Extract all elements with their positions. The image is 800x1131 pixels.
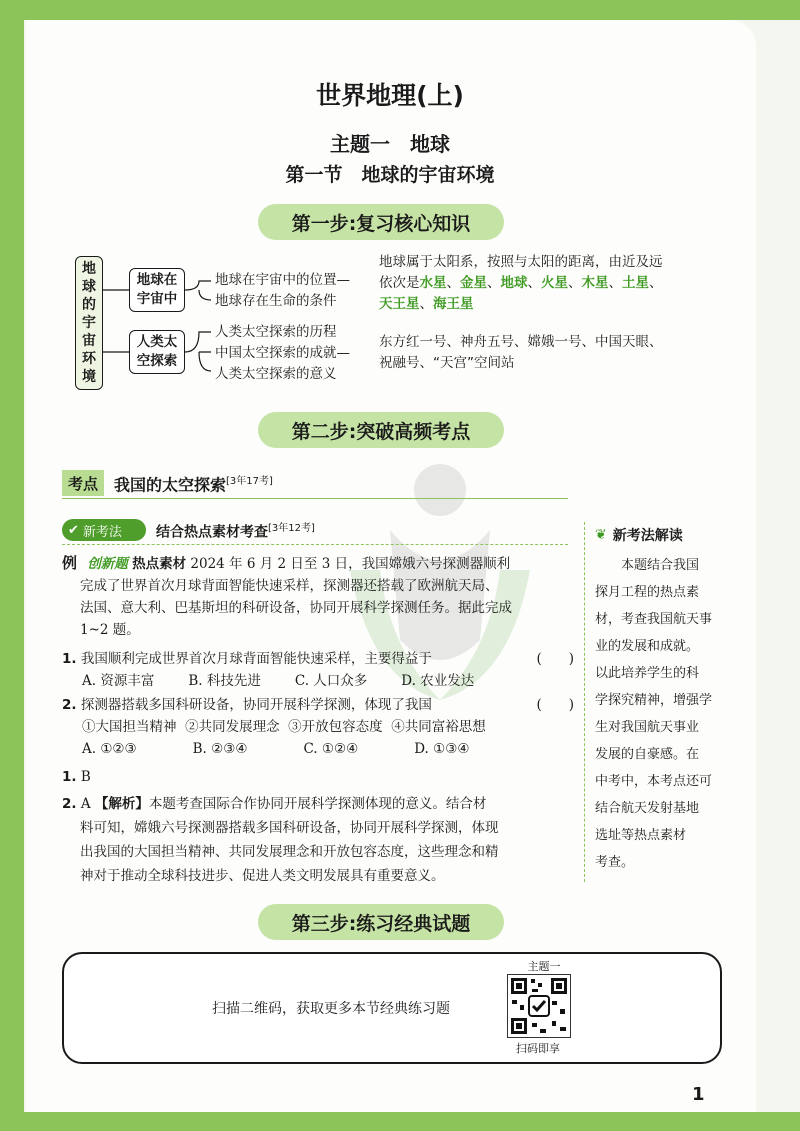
check-badge-icon: ✔	[68, 522, 79, 538]
example-block: 例 创新题 热点素材 2024 年 6 月 2 日至 3 日，我国嫦娥六号探测器顺利 完成了世界首次月球背面智能快速采样，探测器还搭载了欧洲航天局、 法国、意大利、巴基斯坦的科研设备，协同开展科学探测任务。据此完成 1~2 题。	[62, 554, 512, 638]
question-1-options: A. 资源丰富 B. 科技先进 C. 人口众多 D. 农业发达	[82, 673, 475, 689]
step3-banner: 第三步:练习经典试题	[258, 904, 504, 940]
qr-top-label: 主题一	[527, 960, 561, 973]
top-border	[0, 0, 800, 20]
qr-code[interactable]	[507, 974, 571, 1038]
section-title: 第一节 地球的宇宙环境	[285, 164, 495, 186]
topic-title: 主题一 地球	[330, 132, 450, 156]
qr-bottom-label: 扫码即享	[516, 1042, 560, 1055]
kaodian-tag: 考点	[62, 470, 104, 496]
question-2-options: A. ①②③ B. ②③④ C. ①②④ D. ①③④	[82, 741, 470, 757]
kaodian-title: 我国的太空探索[3年17考]	[114, 475, 273, 495]
new-method-badge: ✔ 新考法	[62, 519, 146, 541]
mindmap-root: 地 球 的 宇 宙 环 境	[75, 256, 103, 390]
qr-code-icon	[508, 975, 570, 1037]
page-number: 1	[692, 1084, 705, 1105]
page-title: 世界地理(上)	[316, 81, 464, 110]
question-1: 1. 我国顺利完成世界首次月球背面智能快速采样，主要得益于 ( ) A. 资源丰富 B. 科技先进 C. 人口众多 D. 农业发达	[62, 648, 574, 692]
answers-block: 1. B 2. A 【解析】本题考查国际合作协同开展科学探测体现的意义。结合材 料可知，嫦娥六号探测器搭载多国科研设备，协同开展科学探测，体现 出我国的大国担当精神、共同发展理念和开放包容态度，这些理念和精 神对于推动全球科技进步、促进人类文明发展具有重要意义。	[62, 769, 499, 884]
sidebar-title: ❦ 新考法解读	[595, 527, 683, 544]
sprout-icon: ❦	[595, 527, 607, 543]
new-method-title: 结合热点素材考查[3年12考]	[156, 523, 315, 541]
china-space-achievements: 东方红一号、神舟五号、嫦娥一号、中国天眼、 祝融号、“天宫”空间站	[379, 334, 663, 371]
bottom-border	[0, 1112, 800, 1131]
step2-banner: 第二步:突破高频考点	[258, 412, 504, 448]
qr-prompt: 扫描二维码，获取更多本节经典练习题	[212, 1001, 450, 1017]
mind-map	[75, 252, 715, 392]
sidebar-interpretation	[584, 522, 713, 882]
sidebar-body: 本题结合我国 探月工程的热点素 材，考查我国航天事 业的发展和成就。 以此培养学生的科 学探究精神，增强学 生对我国航天事业 发展的自豪感。在 中考中，本考点还可 结合航天发射基地 选址等热点素材 考查。	[595, 558, 713, 870]
step1-banner: 第一步:复习核心知识	[258, 204, 504, 240]
mindmap-branch-earth: 地球在 宇宙中	[129, 268, 185, 312]
branch2-items: 人类太空探索的历程 中国太空探索的成就— 人类太空探索的意义	[215, 324, 350, 382]
dashed-divider	[62, 544, 568, 545]
question-2: 2. 探测器搭载多国科研设备，协同开展科学探测，体现了我国 ( ) ①大国担当精神 ②共同发展理念 ③开放包容态度 ④共同富裕思想 A. ①②③ B. ②③④ C. ①②④ D. ①③④	[62, 694, 574, 760]
branch1-items: 地球在宇宙中的位置— 地球存在生命的条件	[215, 272, 350, 309]
mindmap-branch-space: 人类太 空探索	[129, 330, 185, 374]
planet-order-text: 地球属于太阳系，按照与太阳的距离，由近及远 依次是水星、金星、地球、火星、木星、土星、 天王星、海王星	[379, 254, 663, 312]
